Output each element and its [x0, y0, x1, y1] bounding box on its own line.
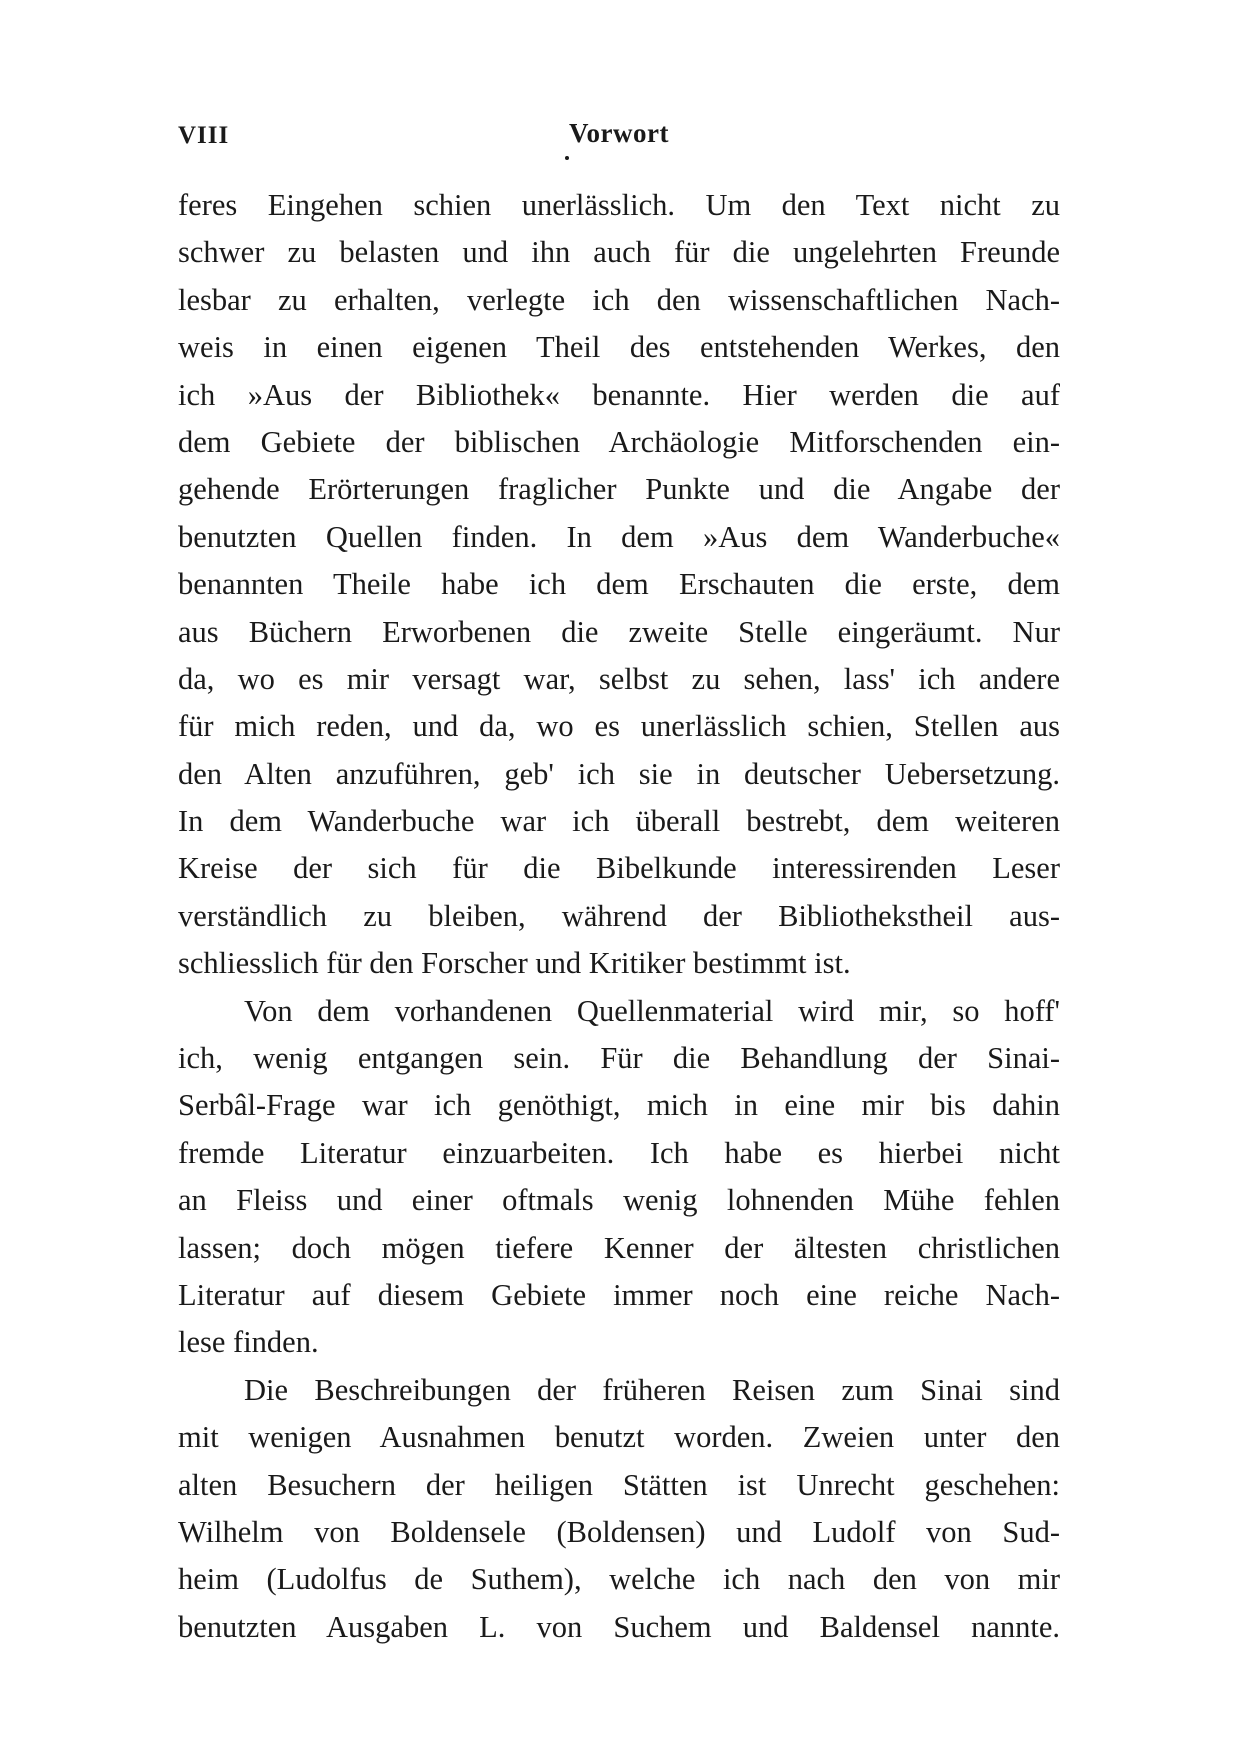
text-line: für mich reden, und da, wo es unerlässlich schien, Stellen aus [178, 709, 1060, 744]
text-line: mit wenigen Ausnahmen benutzt worden. Zweien unter den [178, 1420, 1060, 1455]
text-line: schliesslich für den Forscher und Kritiker bestimmt ist. [178, 946, 851, 981]
text-line: fremde Literatur einzuarbeiten. Ich habe es hierbei nicht [178, 1135, 1060, 1170]
running-head-title: Vorwort [569, 118, 669, 148]
text-line: ich »Aus der Bibliothek« benannte. Hier werden die auf [178, 377, 1060, 412]
text-line: Die Beschreibungen der früheren Reisen zum Sinai sind [244, 1372, 1060, 1407]
text-line: lesbar zu erhalten, verlegte ich den wissenschaftlichen Nach- [178, 282, 1060, 317]
text-line: an Fleiss und einer oftmals wenig lohnenden Mühe fehlen [178, 1183, 1060, 1218]
text-line: verständlich zu bleiben, während der Bibliothekstheil aus- [178, 898, 1060, 933]
text-line: benutzten Quellen finden. In dem »Aus dem Wanderbuche« [178, 519, 1060, 554]
text-line: Wilhelm von Boldensele (Boldensen) und Ludolf von Sud- [178, 1514, 1060, 1549]
text-line: lassen; doch mögen tiefere Kenner der ältesten christlichen [178, 1230, 1060, 1265]
paragraph [178, 988, 1060, 1367]
text-line: Kreise der sich für die Bibelkunde interessirenden Leser [178, 851, 1060, 886]
text-line: Serbâl-Frage war ich genöthigt, mich in eine mir bis dahin [178, 1088, 1060, 1123]
text-line: lese finden. [178, 1325, 319, 1360]
text-line: da, wo es mir versagt war, selbst zu sehen, lass' ich andere [178, 661, 1060, 696]
text-line: heim (Ludolfus de Suthem), welche ich nach den von mir [178, 1562, 1060, 1597]
text-line: benannten Theile habe ich dem Erschauten die erste, dem [178, 567, 1060, 602]
running-head [178, 118, 1060, 158]
body-text [178, 182, 1060, 1651]
text-line: schwer zu belasten und ihn auch für die ungelehrten Freunde [178, 235, 1060, 270]
text-line: feres Eingehen schien unerlässlich. Um den Text nicht zu [178, 188, 1060, 222]
text-line: Literatur auf diesem Gebiete immer noch eine reiche Nach- [178, 1277, 1060, 1312]
paragraph [178, 182, 1060, 988]
text-line: gehende Erörterungen fraglicher Punkte und die Angabe der [178, 472, 1060, 507]
text-line: alten Besuchern der heiligen Stätten ist Unrecht geschehen: [178, 1467, 1060, 1502]
paragraph [178, 1367, 1060, 1651]
header-dot-mark [565, 156, 569, 160]
text-line: dem Gebiete der biblischen Archäologie Mitforschenden ein- [178, 424, 1060, 459]
text-line: Von dem vorhandenen Quellenmaterial wird mir, so hoff' [244, 993, 1060, 1028]
text-line: aus Büchern Erworbenen die zweite Stelle eingeräumt. Nur [178, 614, 1060, 649]
text-line: den Alten anzuführen, geb' ich sie in deutscher Uebersetzung. [178, 756, 1060, 791]
text-line: benutzten Ausgaben L. von Suchem und Baldensel nannte. [178, 1609, 1060, 1644]
text-line: In dem Wanderbuche war ich überall bestrebt, dem weiteren [178, 804, 1060, 839]
text-line: ich, wenig entgangen sein. Für die Behandlung der Sinai- [178, 1041, 1060, 1076]
text-line: weis in einen eigenen Theil des entstehenden Werkes, den [178, 330, 1060, 365]
page-number: VIII [178, 122, 230, 149]
